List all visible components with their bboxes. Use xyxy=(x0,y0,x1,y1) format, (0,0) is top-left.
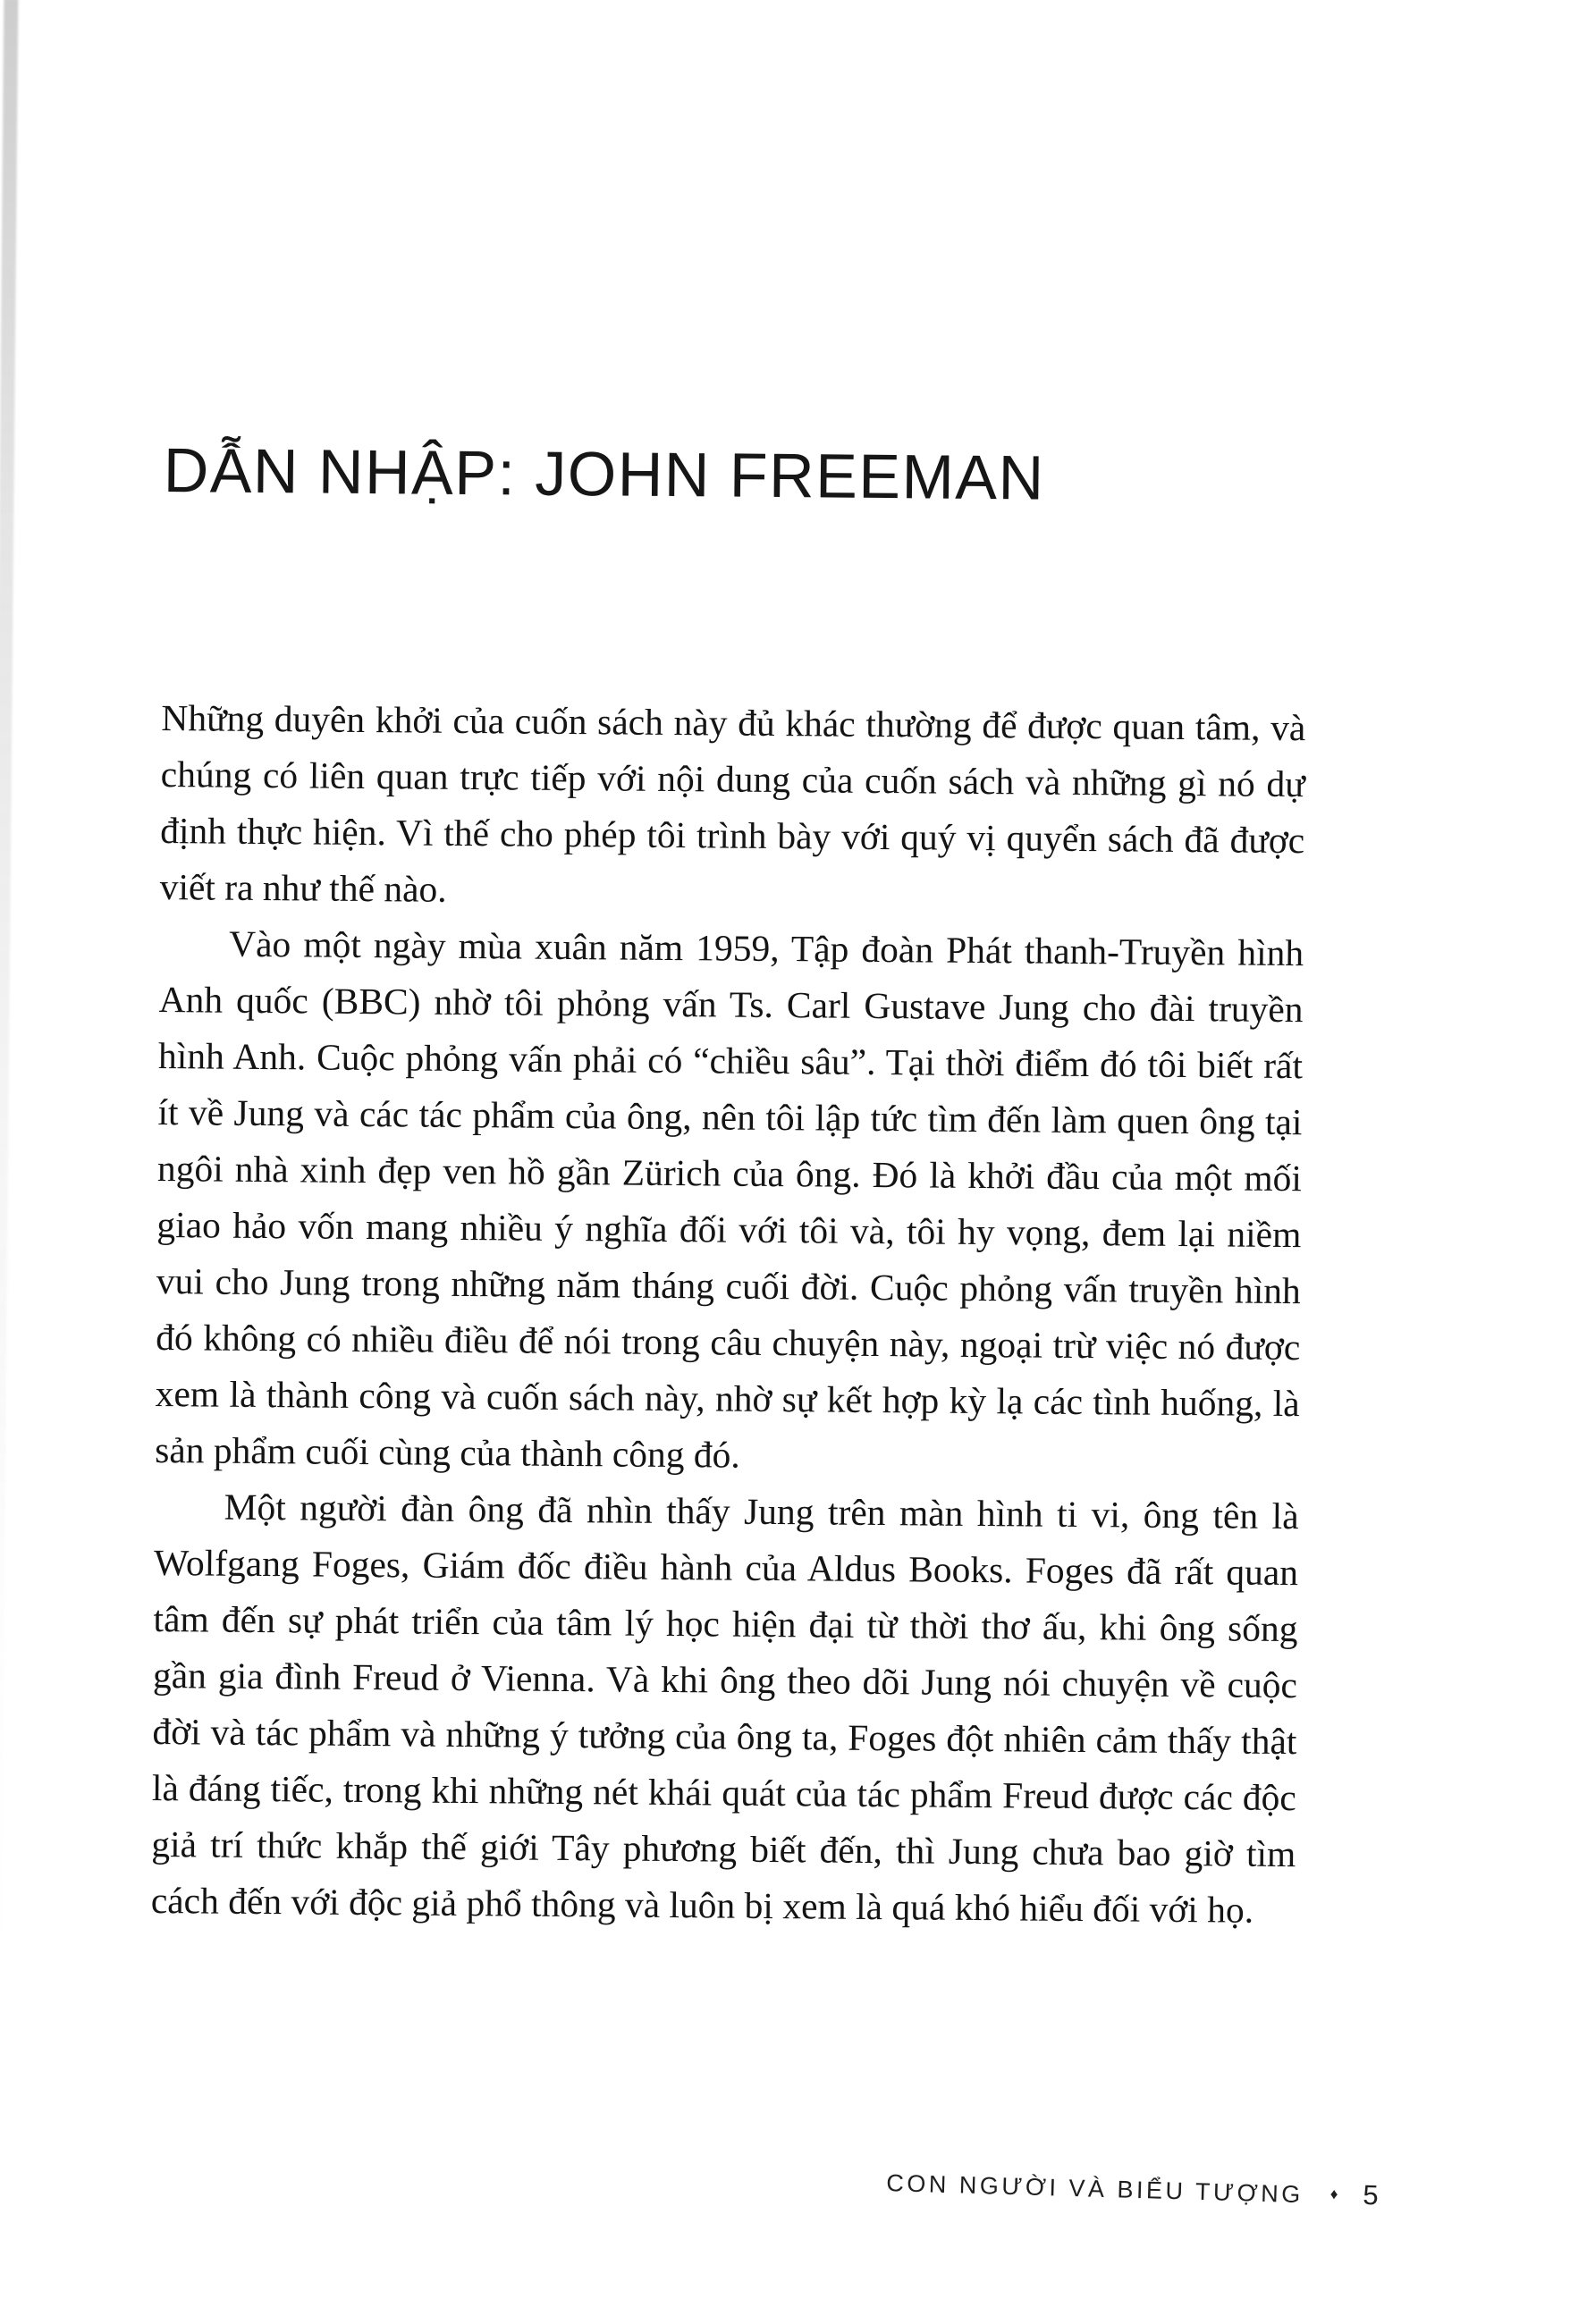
chapter-title: DẪN NHẬP: JOHN FREEMAN xyxy=(163,435,1045,513)
page-number: 5 xyxy=(1362,2179,1379,2211)
paragraph: Một người đàn ông đã nhìn thấy Jung trên màn hình ti vi, ông tên là Wolfgang Foges, Giám đốc điều hành của Aldus Books. Foges đã rất quan tâm đến sự phát triển của tâm lý học hiện đại từ thời thơ ấu, khi ông sống gần gia đình Freud ở Vienna. Và khi ông theo dõi Jung nói chuyện về cuộc đời và tác phẩm và những ý tưởng của ông ta, Foges đột nhiên cảm thấy thật là đáng tiếc, trong khi những nét khái quát của tác phẩm Freud được các độc giả trí thức khắp thế giới Tây phương biết đến, thì Jung chưa bao giờ tìm cách đến với độc giả phổ thông và luôn bị xem là quá khó hiểu đối với họ. xyxy=(150,1486,1299,1931)
page-footer xyxy=(886,2166,1379,2211)
diamond-separator-icon: ♦ xyxy=(1329,2185,1338,2203)
paragraph: Vào một ngày mùa xuân năm 1959, Tập đoàn Phát thanh-Truyền hình Anh quốc (BBC) nhờ tôi phỏng vấn Ts. Carl Gustave Jung cho đài truyền hình Anh. Cuộc phỏng vấn phải có “chiều sâu”. Tại thời điểm đó tôi biết rất ít về Jung và các tác phẩm của ông, nên tôi lập tức tìm đến làm quen ông tại ngôi nhà xinh đẹp ven hồ gần Zürich của ông. Đó là khởi đầu của một mối giao hảo vốn mang nhiều ý nghĩa đối với tôi và, tôi hy vọng, đem lại niềm vui cho Jung trong những năm tháng cuối đời. Cuộc phỏng vấn truyền hình đó không có nhiều điều để nói trong câu chuyện này, ngoại trừ việc nó được xem là thành công và cuốn sách này, nhờ sự kết hợp kỳ lạ các tình huống, là sản phẩm cuối cùng của thành công đó. xyxy=(155,922,1304,1476)
running-title: CON NGƯỜI VÀ BIỂU TƯỢNG xyxy=(885,2169,1304,2209)
body-text xyxy=(151,690,1306,1939)
scan-gutter-shadow xyxy=(0,0,18,2010)
paragraph: Những duyên khởi của cuốn sách này đủ khác thường để được quan tâm, và chúng có liên quan trực tiếp với nội dung của cuốn sách và những gì nó dự định thực hiện. Vì thế cho phép tôi trình bày với quý vị quyển sách đã được viết ra như thế nào. xyxy=(159,697,1306,910)
